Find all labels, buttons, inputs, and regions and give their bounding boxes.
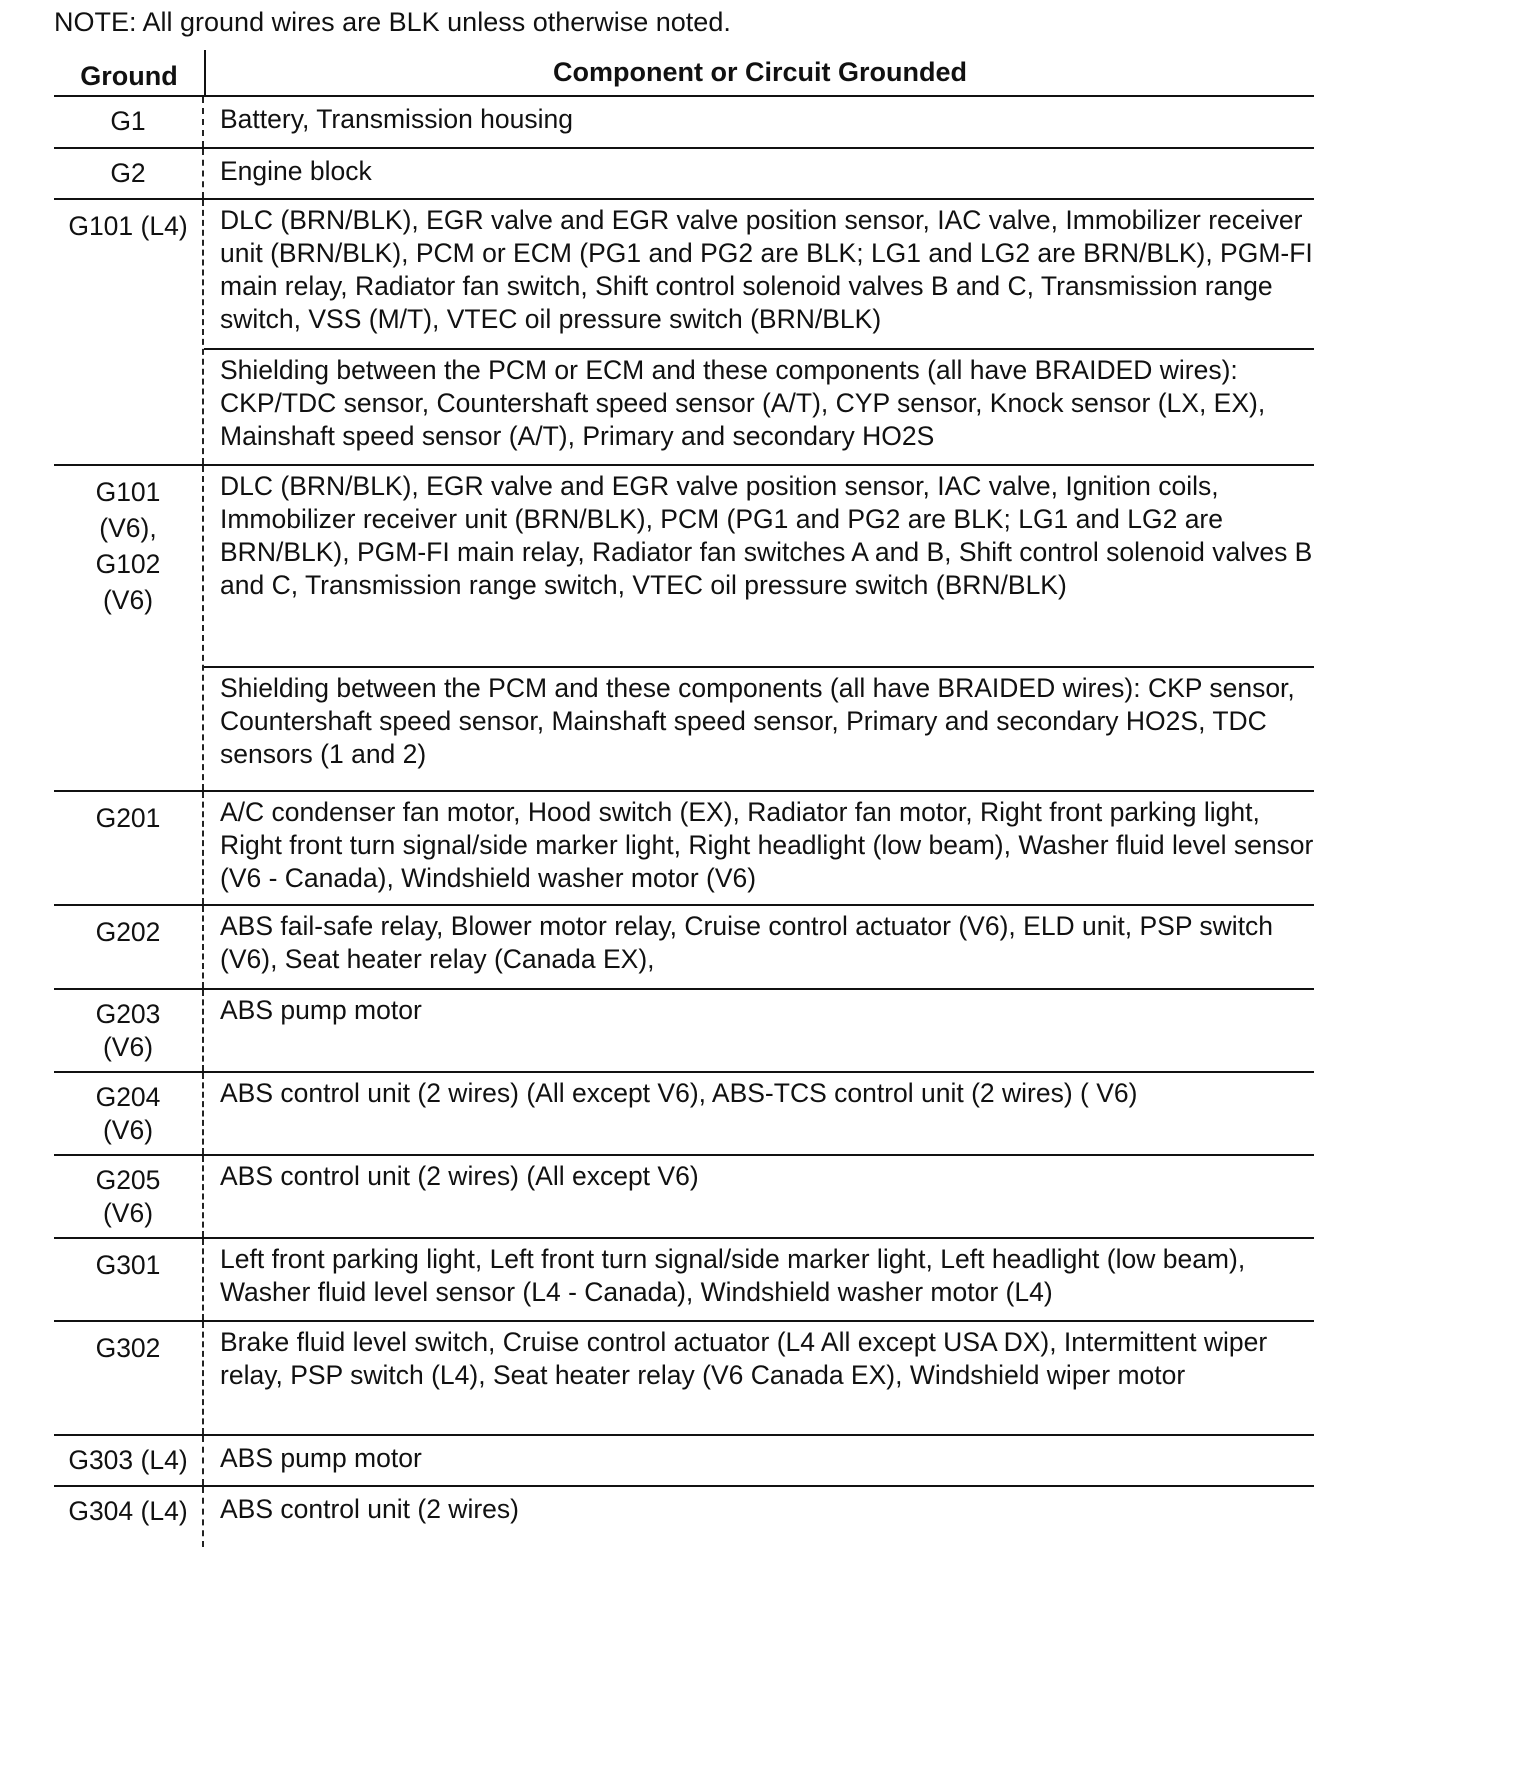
ground-cell: G202 (54, 906, 204, 988)
component-text: Brake fluid level switch, Cruise control actuator (L4 All except USA DX), Intermittent wiper relay, PSP switch (L4), Seat heater relay (V6 Canada EX), Windshield wiper motor (220, 1327, 1268, 1390)
table-header (54, 50, 1314, 97)
ground-cell: G2 (54, 149, 204, 198)
component-text: Engine block (220, 156, 372, 186)
component-text: Battery, Transmission housing (220, 104, 574, 134)
ground-cell: G203 (V6) (54, 990, 204, 1071)
component-text: ABS pump motor (220, 1443, 422, 1473)
ground-cell: G205 (V6) (54, 1156, 204, 1237)
component-text: ABS pump motor (220, 995, 422, 1025)
component-text: ABS control unit (2 wires) (All except V6) (220, 1161, 699, 1191)
ground-cell: G304 (L4) (54, 1487, 204, 1547)
component-column-header: Component or Circuit Grounded (553, 57, 967, 87)
table-row (54, 792, 1314, 906)
note-text: NOTE: All ground wires are BLK unless otherwise noted. (54, 7, 731, 37)
ground-cell: G101 (V6), G102 (V6) (54, 466, 204, 790)
table-row (54, 1487, 1314, 1547)
table-row (54, 97, 1314, 149)
ground-cell: G302 (54, 1322, 204, 1434)
table-row (54, 1073, 1314, 1156)
shielding-text: Shielding between the PCM and these components (all have BRAIDED wires): CKP sensor, Countershaft speed sensor, Mainshaft speed sensor, Primary and secondary HO2S, TDC sensors (1 and 2) (204, 666, 1314, 790)
component-text: A/C condenser fan motor, Hood switch (EX), Radiator fan motor, Right front parking light, Right front turn signal/side marker light, Right headlight (low beam), Washer fluid level sensor (V6 - Canada), Windshield washer motor (V6) (220, 797, 1314, 893)
table-row (54, 990, 1314, 1073)
ground-cell: G201 (54, 792, 204, 904)
ground-cell: G303 (L4) (54, 1436, 204, 1485)
ground-cell: G301 (54, 1239, 204, 1320)
ground-cell: G101 (L4) (54, 200, 204, 464)
table-row (54, 200, 1314, 466)
ground-table (54, 50, 1314, 1547)
table-row (54, 1239, 1314, 1322)
component-text: DLC (BRN/BLK), EGR valve and EGR valve position sensor, IAC valve, Immobilizer receiver unit (BRN/BLK), PCM or ECM (PG1 and PG2 are BLK; LG1 and LG2 are BRN/BLK), PGM-FI main relay, Radiator fan switch, Shift control solenoid valves B and C, Transmission range switch, VSS (M/T), VTEC oil pressure switch (BRN/BLK) (220, 205, 1313, 334)
ground-cell: G1 (54, 97, 204, 147)
table-row (54, 1322, 1314, 1436)
component-text: Left front parking light, Left front turn signal/side marker light, Left headlight (low beam), Washer fluid level sensor (L4 - Canada), Windshield washer motor (L4) (220, 1244, 1246, 1307)
table-row (54, 906, 1314, 990)
component-text: ABS control unit (2 wires) (220, 1494, 519, 1524)
component-text: ABS control unit (2 wires) (All except V6), ABS-TCS control unit (2 wires) ( V6) (220, 1078, 1138, 1108)
table-row (54, 1436, 1314, 1487)
component-text: DLC (BRN/BLK), EGR valve and EGR valve position sensor, IAC valve, Ignition coils, Immobilizer receiver unit (BRN/BLK), PCM (PG1 and PG2 are BLK; LG1 and LG2 are BRN/BLK), PGM-FI main relay, Radiator fan switches A and B, Shift control solenoid valves B and C, Transmission range switch, VTEC oil pressure switch (BRN/BLK) (220, 471, 1313, 600)
table-row (54, 466, 1314, 792)
ground-cell: G204 (V6) (54, 1073, 204, 1154)
ground-column-header: Ground (54, 50, 206, 95)
component-text: ABS fail-safe relay, Blower motor relay, Cruise control actuator (V6), ELD unit, PSP switch (V6), Seat heater relay (Canada EX), (220, 911, 1274, 974)
shielding-text: Shielding between the PCM or ECM and these components (all have BRAIDED wires): CKP/TDC sensor, Countershaft speed sensor (A/T), CYP sensor, Knock sensor (LX, EX), Mainshaft speed sensor (A/T), Primary and secondary HO2S (204, 348, 1314, 464)
table-row (54, 1156, 1314, 1239)
table-row (54, 149, 1314, 200)
